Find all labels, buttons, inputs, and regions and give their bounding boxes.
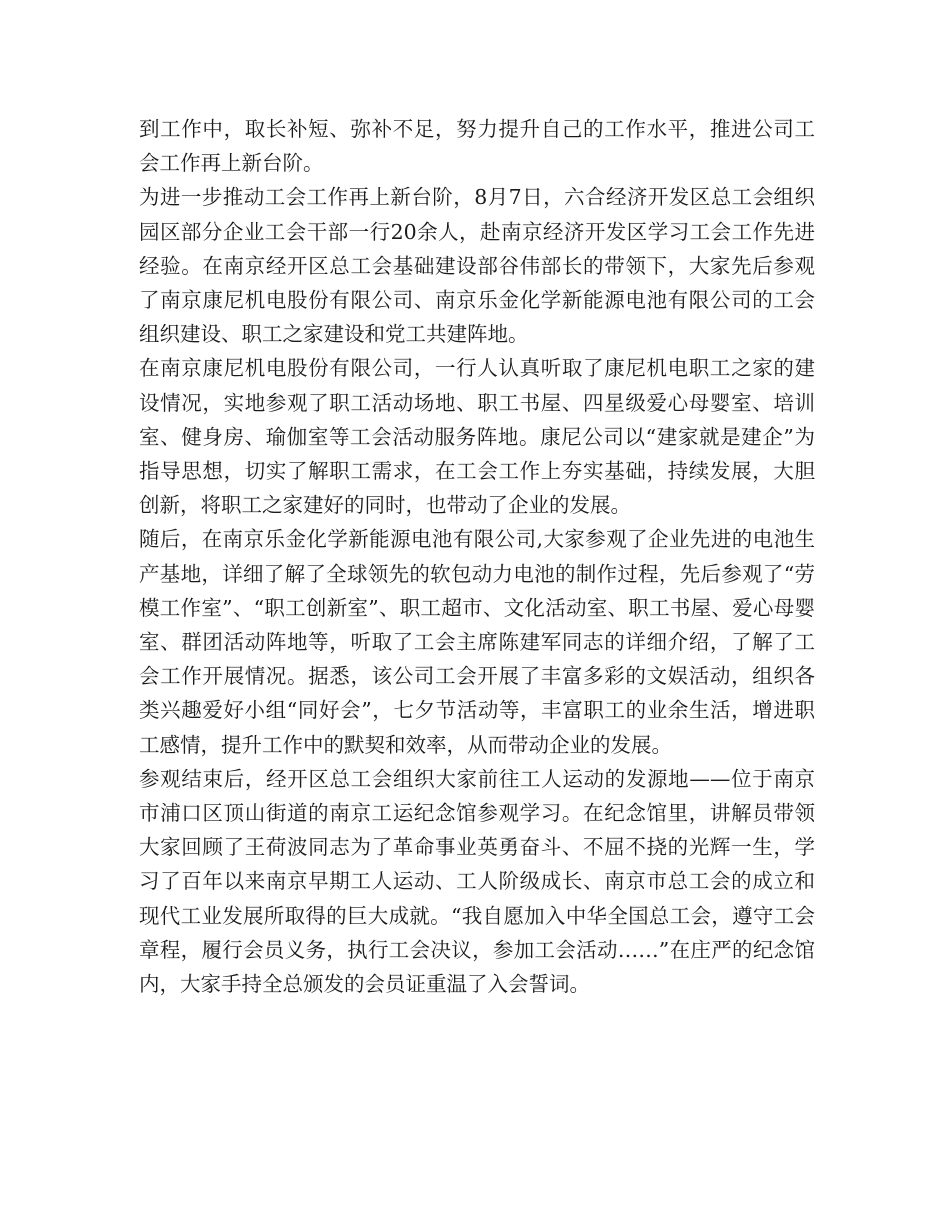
paragraph-lg-chem: 随后，在南京乐金化学新能源电池有限公司,大家参观了企业先进的电池生产基地，详细了解了全球领先的软包动力电池的制作过程，先后参观了“劳模工作室”、“职工创新室”、职工超市、文化活动室、职工书屋、爱心母婴室、群团活动阵地等，听取了工会主席陈建军同志的详细介绍，了解了工会工作开展情况。据悉，该公司工会开展了丰富多彩的文娱活动，组织各类兴趣爱好小组“同好会”，七夕节活动等，丰富职工的业余生活，增进职工感情，提升工作中的默契和效率，从而带动企业的发展。 — [139, 527, 815, 757]
document-body — [139, 112, 815, 1001]
paragraph-continuation: 到工作中，取长补短、弥补不足，努力提升自己的工作水平，推进公司工会工作再上新台阶。 — [139, 117, 815, 176]
paragraph-memorial: 参观结束后，经开区总工会组织大家前往工人运动的发源地——位于南京市浦口区顶山街道的南京工运纪念馆参观学习。在纪念馆里，讲解员带领大家回顾了王荷波同志为了革命事业英勇奋斗、不屈不挠的光辉一生，学习了百年以来南京早期工人运动、工人阶级成长、南京市总工会的成立和现代工业发展所取得的巨大成就。“我自愿加入中华全国总工会，遵守工会章程，履行会员义务，执行工会决议，参加工会活动……”在庄严的纪念馆内，大家手持全总颁发的会员证重温了入会誓词。 — [139, 766, 815, 997]
paragraph-kangni: 在南京康尼机电股份有限公司，一行人认真听取了康尼机电职工之家的建设情况，实地参观了职工活动场地、职工书屋、四星级爱心母婴室、培训室、健身房、瑜伽室等工会活动服务阵地。康尼公司以“建家就是建企”为指导思想，切实了解职工需求，在工会工作上夯实基础，持续发展，大胆创新，将职工之家建好的同时，也带动了企业的发展。 — [139, 356, 815, 518]
paragraph-visit-intro: 为进一步推动工会工作再上新台阶，8月7日，六合经济开发区总工会组织园区部分企业工会干部一行20余人，赴南京经济开发区学习工会工作先进经验。在南京经开区总工会基础建设部谷伟部长的带领下，大家先后参观了南京康尼机电股份有限公司、南京乐金化学新能源电池有限公司的工会组织建设、职工之家建设和党工共建阵地。 — [139, 185, 815, 347]
